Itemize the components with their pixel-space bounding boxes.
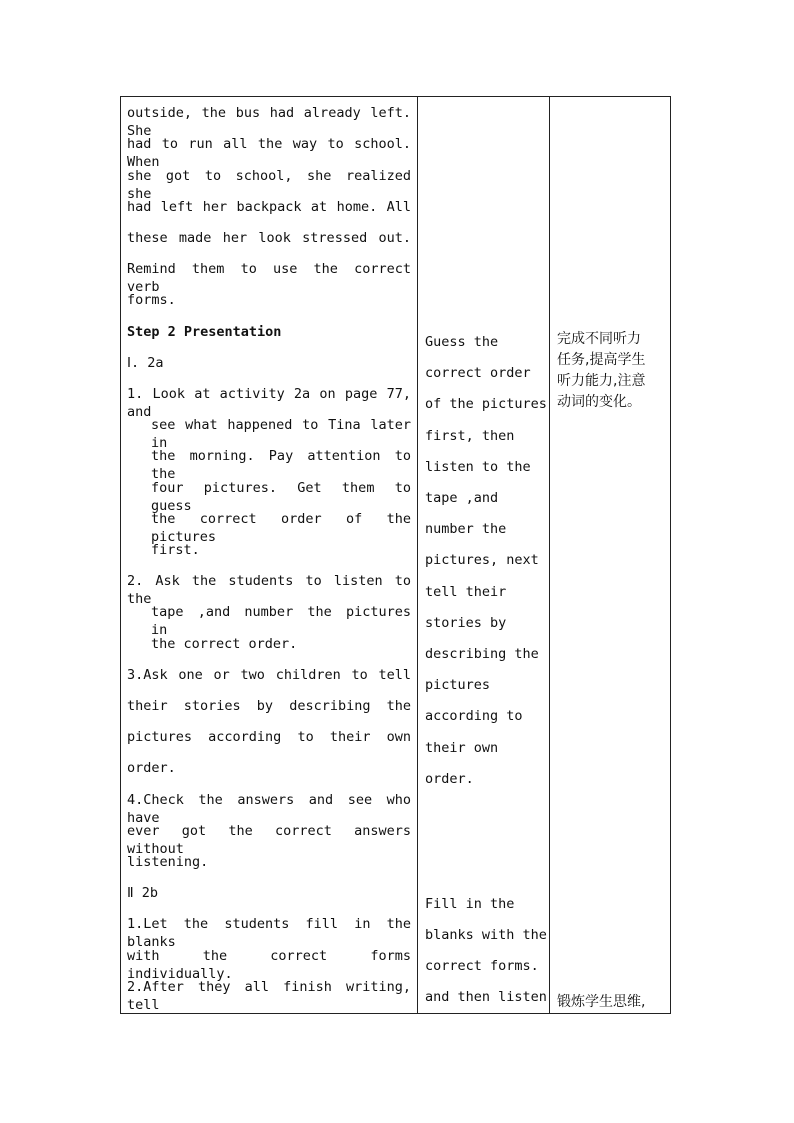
text-line: pictures according to their own (127, 729, 411, 745)
text-line: Fill in the (425, 896, 515, 912)
text-line: had left her backpack at home. All (127, 199, 411, 215)
text-line: correct forms. (425, 958, 539, 974)
text-line: according to (425, 708, 523, 724)
text-line: 听力能力,注意 (557, 373, 646, 389)
text-line: 1. Look at activity 2a on page 77, and (127, 386, 411, 420)
text-line: the correct order of the pictures (151, 511, 411, 545)
text-line: outside, the bus had already left. She (127, 105, 411, 139)
text-line: stories by (425, 615, 507, 631)
text-line: their own (425, 740, 499, 756)
text-line: first. (151, 542, 200, 558)
text-line: had to run all the way to school. When (127, 136, 411, 170)
text-line: blanks with the (425, 927, 547, 943)
text-line: 任务,提高学生 (557, 352, 646, 368)
text-line: 动词的变化。 (557, 394, 641, 410)
text-line: order. (127, 760, 176, 776)
text-line: 1.Let the students fill in the blanks (127, 916, 411, 950)
teacher-activity-column (121, 97, 418, 1013)
section-label: Ⅰ. 2a (127, 355, 164, 371)
text-line: four pictures. Get them to guess (151, 480, 411, 514)
text-line: tell their (425, 584, 507, 600)
text-line: tape ,and (425, 490, 499, 506)
text-line: 完成不同听力 (557, 331, 641, 347)
text-line: first, then (425, 428, 515, 444)
text-line: order. (425, 771, 474, 787)
text-line: forms. (127, 292, 176, 308)
text-line: 锻炼学生思维, (557, 994, 646, 1010)
text-line: Remind them to use the correct verb (127, 261, 411, 295)
text-line: these made her look stressed out. (127, 230, 411, 246)
text-line: and then listen (425, 989, 547, 1005)
text-line: pictures (425, 677, 491, 693)
step-heading: Step 2 Presentation (127, 324, 282, 340)
text-line: see what happened to Tina later in (151, 417, 411, 451)
text-line: correct order (425, 365, 531, 381)
design-intent-column (550, 97, 670, 1013)
text-line: Guess the (425, 334, 499, 350)
section-label: Ⅱ 2b (127, 885, 159, 901)
text-line: their stories by describing the (127, 698, 411, 714)
text-line: pictures, next (425, 552, 539, 568)
text-line: listening. (127, 854, 209, 870)
text-line: listen to the (425, 459, 531, 475)
text-line: of the pictures (425, 396, 547, 412)
text-line: describing the (425, 646, 539, 662)
text-line: 4.Check the answers and see who have (127, 792, 411, 826)
lesson-plan-table (120, 96, 671, 1014)
text-line: with the correct forms individually. (127, 948, 411, 982)
student-activity-column (418, 97, 550, 1013)
text-line: number the (425, 521, 507, 537)
text-line: 2.After they all finish writing, tell (127, 979, 411, 1013)
text-line: tape ,and number the pictures in (151, 604, 411, 638)
text-line: she got to school, she realized she (127, 168, 411, 202)
text-line: ever got the correct answers without (127, 823, 411, 857)
text-line: 2. Ask the students to listen to the (127, 573, 411, 607)
text-line: the morning. Pay attention to the (151, 448, 411, 482)
text-line: the correct order. (151, 636, 298, 652)
text-line: 3.Ask one or two children to tell (127, 667, 411, 683)
